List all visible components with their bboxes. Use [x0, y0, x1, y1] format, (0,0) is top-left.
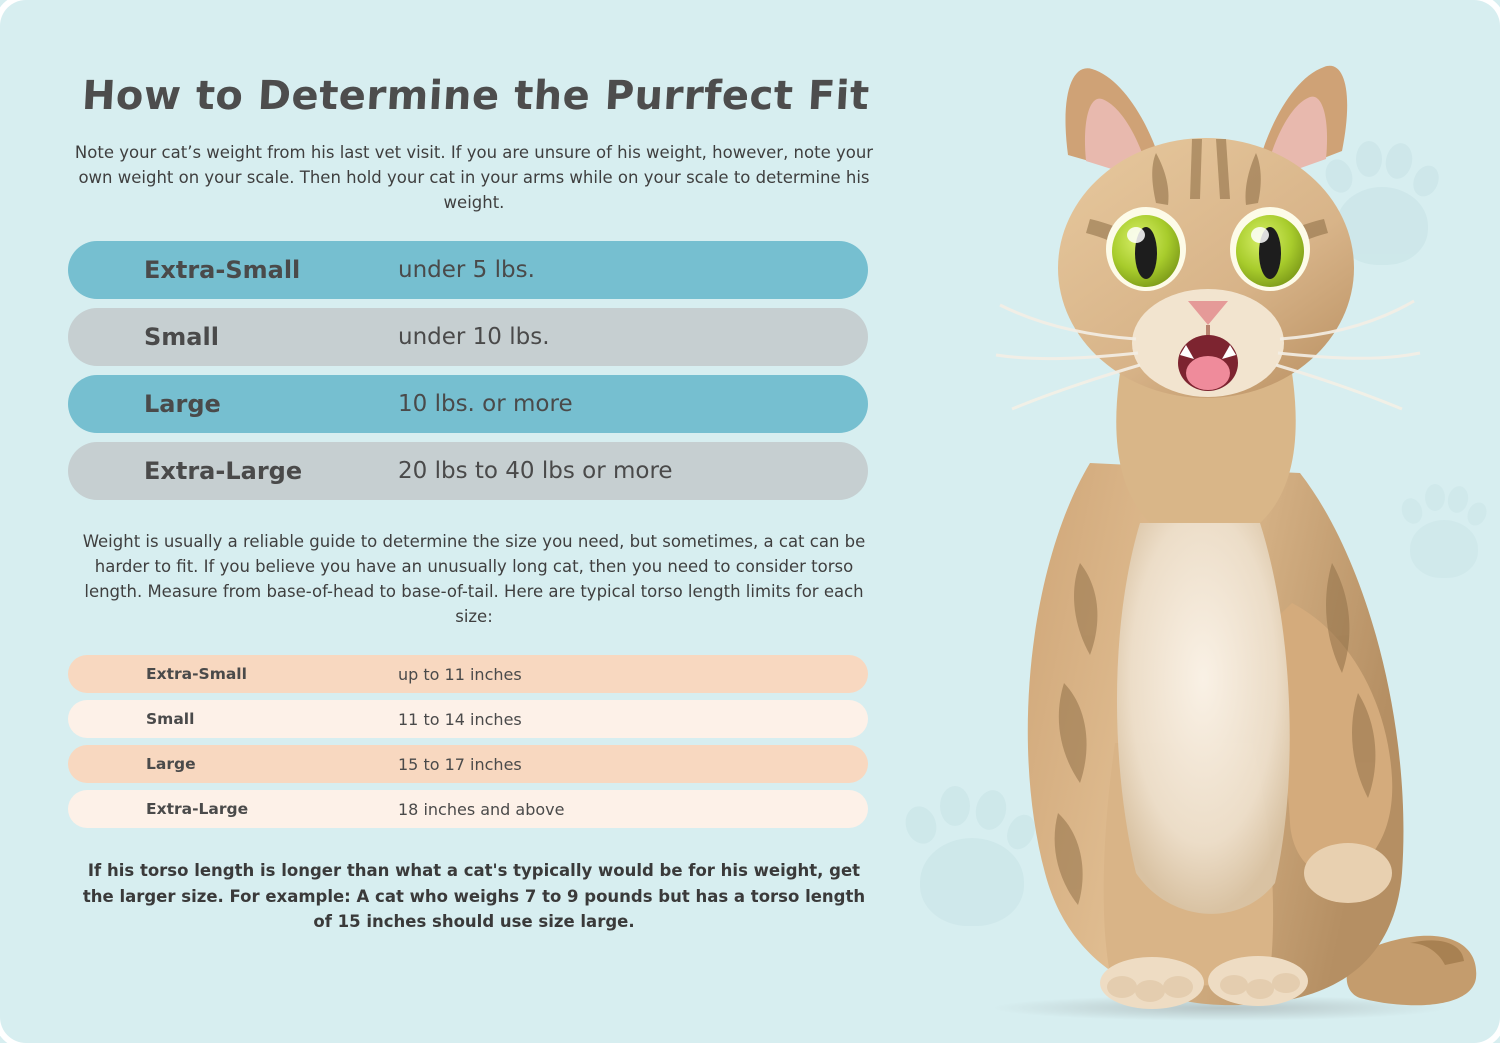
- torso-size-label: Small: [146, 710, 195, 729]
- weight-size-label: Extra-Small: [144, 256, 301, 285]
- table-row: [68, 790, 868, 828]
- weight-size-label: Small: [144, 323, 219, 352]
- weight-size-value: 10 lbs. or more: [398, 391, 573, 418]
- footnote-paragraph: If his torso length is longer than what a cat's typically would be for his weight, get the larger size. For example: A cat who weighs 7 to 9 pounds but has a torso length of 15 inches should use size large.: [82, 861, 866, 932]
- table-row: [68, 655, 868, 693]
- table-row: [68, 308, 868, 366]
- torso-intro-paragraph: Weight is usually a reliable guide to determine the size you need, but sometimes, a cat can be harder to fit. If you believe you have an unusually long cat, then you need to consider torso length. Measure from base-of-head to base-of-tail. Here are typical torso length limits for each size:: [82, 532, 866, 626]
- torso-size-value: up to 11 inches: [398, 664, 522, 684]
- table-row: [68, 241, 868, 299]
- intro-paragraph: Note your cat’s weight from his last vet visit. If you are unsure of his weight, however, note your own weight on your scale. Then hold your cat in your arms while on your scale to determine his weight.: [74, 143, 874, 212]
- table-row: [68, 700, 868, 738]
- cat-photo-area: [930, 0, 1500, 1043]
- torso-size-label: Large: [146, 755, 196, 774]
- torso-size-value: 18 inches and above: [398, 799, 565, 819]
- table-row: [68, 375, 868, 433]
- weight-size-label: Extra-Large: [144, 457, 303, 486]
- weight-size-label: Large: [144, 390, 221, 419]
- weight-size-value: under 5 lbs.: [398, 257, 535, 284]
- torso-length-table: [68, 655, 868, 828]
- table-row: [68, 442, 868, 500]
- torso-size-value: 11 to 14 inches: [398, 709, 522, 729]
- tabby-cat-photo: [940, 43, 1480, 1043]
- table-row: [68, 745, 868, 783]
- weight-size-value: 20 lbs to 40 lbs or more: [398, 458, 673, 485]
- torso-size-value: 15 to 17 inches: [398, 754, 522, 774]
- torso-size-label: Extra-Small: [146, 665, 247, 684]
- page-title: How to Determine the Purrfect Fit: [80, 73, 871, 119]
- torso-size-label: Extra-Large: [146, 800, 249, 819]
- weight-size-table: [68, 241, 868, 500]
- weight-size-value: under 10 lbs.: [398, 324, 550, 351]
